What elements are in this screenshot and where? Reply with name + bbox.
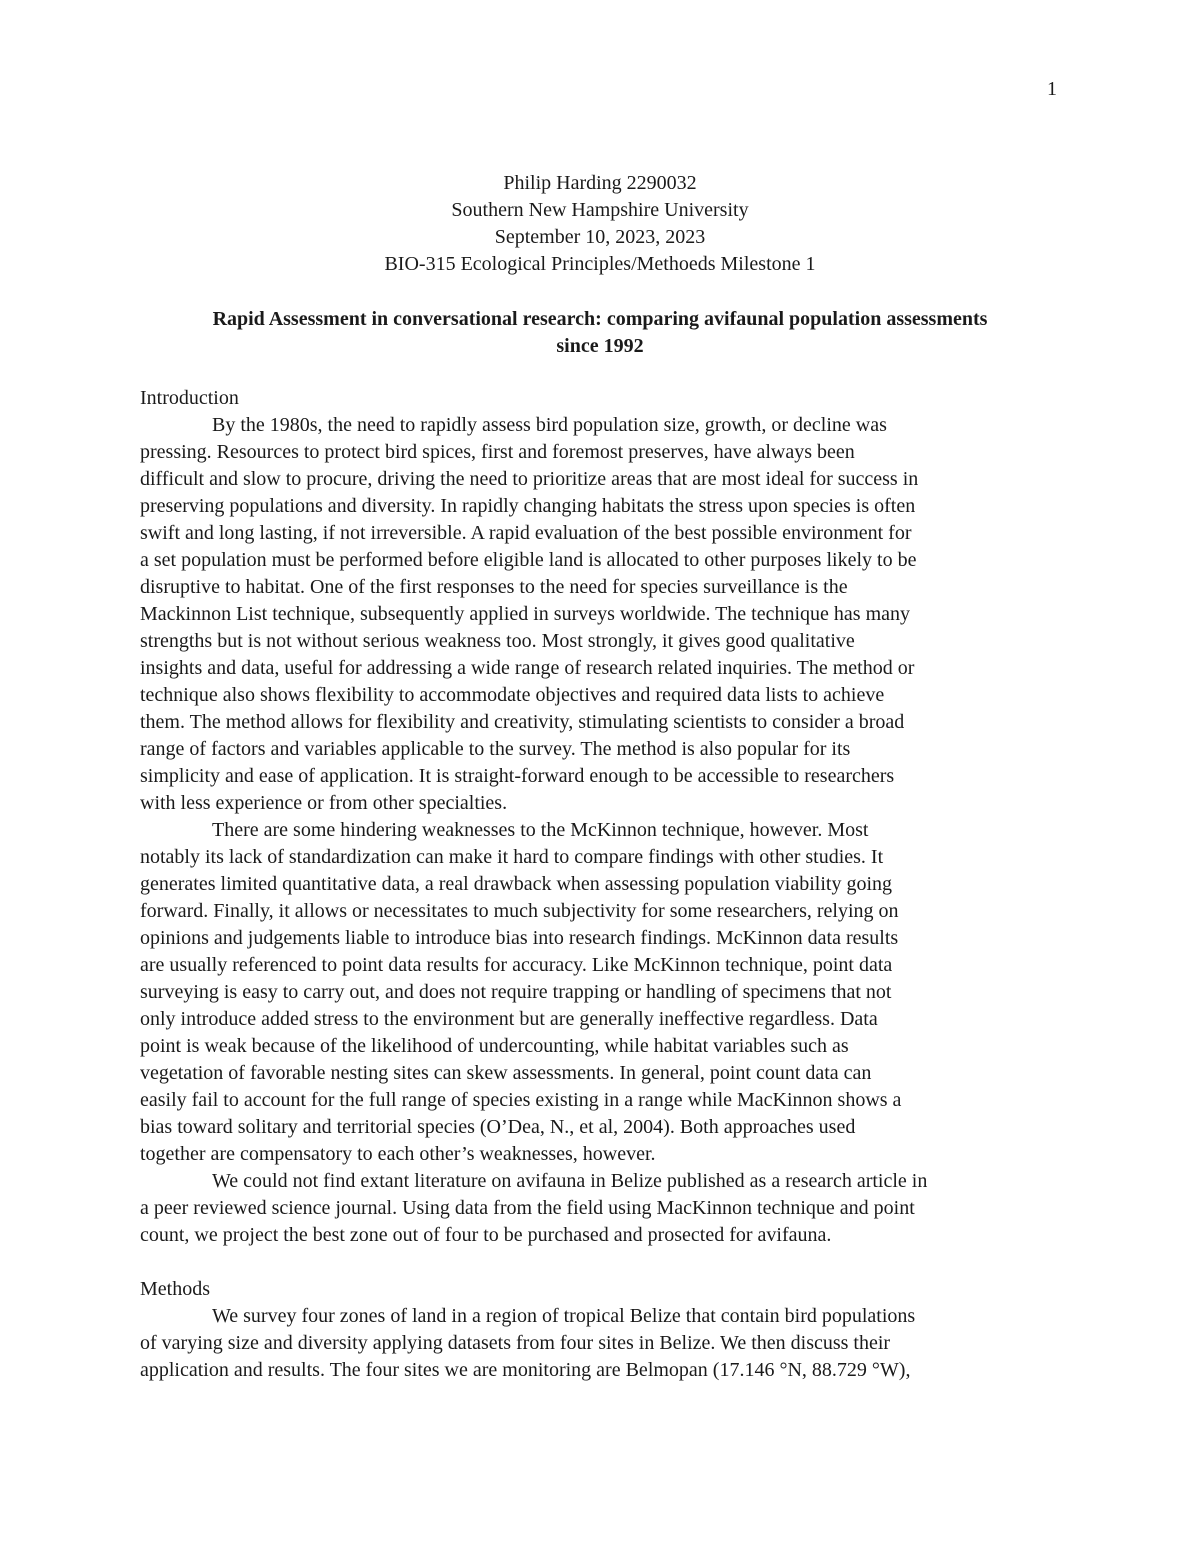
text-line: technique also shows flexibility to accommodate objectives and required data lists to achieve — [140, 684, 885, 706]
text-line: notably its lack of standardization can make it hard to compare findings with other studies. It — [140, 846, 884, 868]
text-line: a peer reviewed science journal. Using data from the field using MacKinnon technique and point — [140, 1197, 915, 1219]
text-line: them. The method allows for flexibility and creativity, stimulating scientists to consider a broad — [140, 711, 905, 733]
text-line: preserving populations and diversity. In rapidly changing habitats the stress upon species is often — [140, 495, 916, 517]
text-line: application and results. The four sites we are monitoring are Belmopan (17.146 °N, 88.729 °W), — [140, 1359, 911, 1381]
paper-title-line-2: since 1992 — [556, 335, 644, 357]
text-line: There are some hindering weaknesses to the McKinnon technique, however. Most — [212, 819, 869, 841]
institution-line: Southern New Hampshire University — [451, 199, 749, 221]
text-line: difficult and slow to procure, driving the need to prioritize areas that are most ideal for success in — [140, 468, 919, 490]
paper-title-line-1: Rapid Assessment in conversational research: comparing avifaunal population assessments — [212, 308, 988, 330]
text-line: range of factors and variables applicable to the survey. The method is also popular for its — [140, 738, 851, 760]
text-line: are usually referenced to point data results for accuracy. Like McKinnon technique, point data — [140, 954, 893, 976]
page-number: 1 — [1047, 78, 1057, 100]
introduction-paragraph-3 — [140, 1168, 1060, 1249]
introduction-heading: Introduction — [140, 387, 239, 409]
introduction-paragraph-1 — [140, 412, 1060, 817]
paper-body — [140, 385, 1060, 1384]
text-line: easily fail to account for the full range of species existing in a range while MacKinnon shows a — [140, 1089, 902, 1111]
text-line: count, we project the best zone out of four to be purchased and prosected for avifauna. — [140, 1224, 832, 1246]
text-line: opinions and judgements liable to introduce bias into research findings. McKinnon data results — [140, 927, 899, 949]
text-line: point is weak because of the likelihood of undercounting, while habitat variables such as — [140, 1035, 849, 1057]
introduction-paragraph-2 — [140, 817, 1060, 1168]
text-line: only introduce added stress to the environment but are generally ineffective regardless. Data — [140, 1008, 878, 1030]
text-line: surveying is easy to carry out, and does not require trapping or handling of specimens that not — [140, 981, 892, 1003]
text-line: of varying size and diversity applying datasets from four sites in Belize. We then discuss their — [140, 1332, 891, 1354]
text-line: pressing. Resources to protect bird spices, first and foremost preserves, have always been — [140, 441, 855, 463]
text-line: strengths but is not without serious weakness too. Most strongly, it gives good qualitative — [140, 630, 855, 652]
text-line: Mackinnon List technique, subsequently applied in surveys worldwide. The technique has many — [140, 603, 911, 625]
text-line: together are compensatory to each other’s weaknesses, however. — [140, 1143, 656, 1165]
text-line: forward. Finally, it allows or necessitates to much subjectivity for some researchers, relying on — [140, 900, 899, 922]
section-spacer — [140, 1249, 1060, 1276]
methods-heading: Methods — [140, 1278, 210, 1300]
title-page-header — [140, 170, 1060, 278]
text-line: bias toward solitary and territorial species (O’Dea, N., et al, 2004). Both approaches used — [140, 1116, 856, 1138]
text-line: simplicity and ease of application. It is straight-forward enough to be accessible to researchers — [140, 765, 895, 787]
text-line: a set population must be performed before eligible land is allocated to other purposes likely to be — [140, 549, 917, 571]
text-line: vegetation of favorable nesting sites can skew assessments. In general, point count data can — [140, 1062, 872, 1084]
paper-title — [130, 306, 1070, 360]
text-line: disruptive to habitat. One of the first responses to the need for species surveillance is the — [140, 576, 848, 598]
text-line: generates limited quantitative data, a real drawback when assessing population viability going — [140, 873, 893, 895]
text-line: insights and data, useful for addressing a wide range of research related inquiries. The method or — [140, 657, 915, 679]
text-line: with less experience or from other specialties. — [140, 792, 508, 814]
methods-paragraph-1 — [140, 1303, 1060, 1384]
text-line: By the 1980s, the need to rapidly assess bird population size, growth, or decline was — [212, 414, 887, 436]
text-line: swift and long lasting, if not irreversible. A rapid evaluation of the best possible environment for — [140, 522, 912, 544]
author-line: Philip Harding 2290032 — [503, 172, 697, 194]
course-line: BIO-315 Ecological Principles/Methoeds Milestone 1 — [384, 253, 816, 275]
text-line: We survey four zones of land in a region of tropical Belize that contain bird populations — [212, 1305, 916, 1327]
date-line: September 10, 2023, 2023 — [494, 226, 706, 248]
text-line: We could not find extant literature on avifauna in Belize published as a research article in — [212, 1170, 928, 1192]
